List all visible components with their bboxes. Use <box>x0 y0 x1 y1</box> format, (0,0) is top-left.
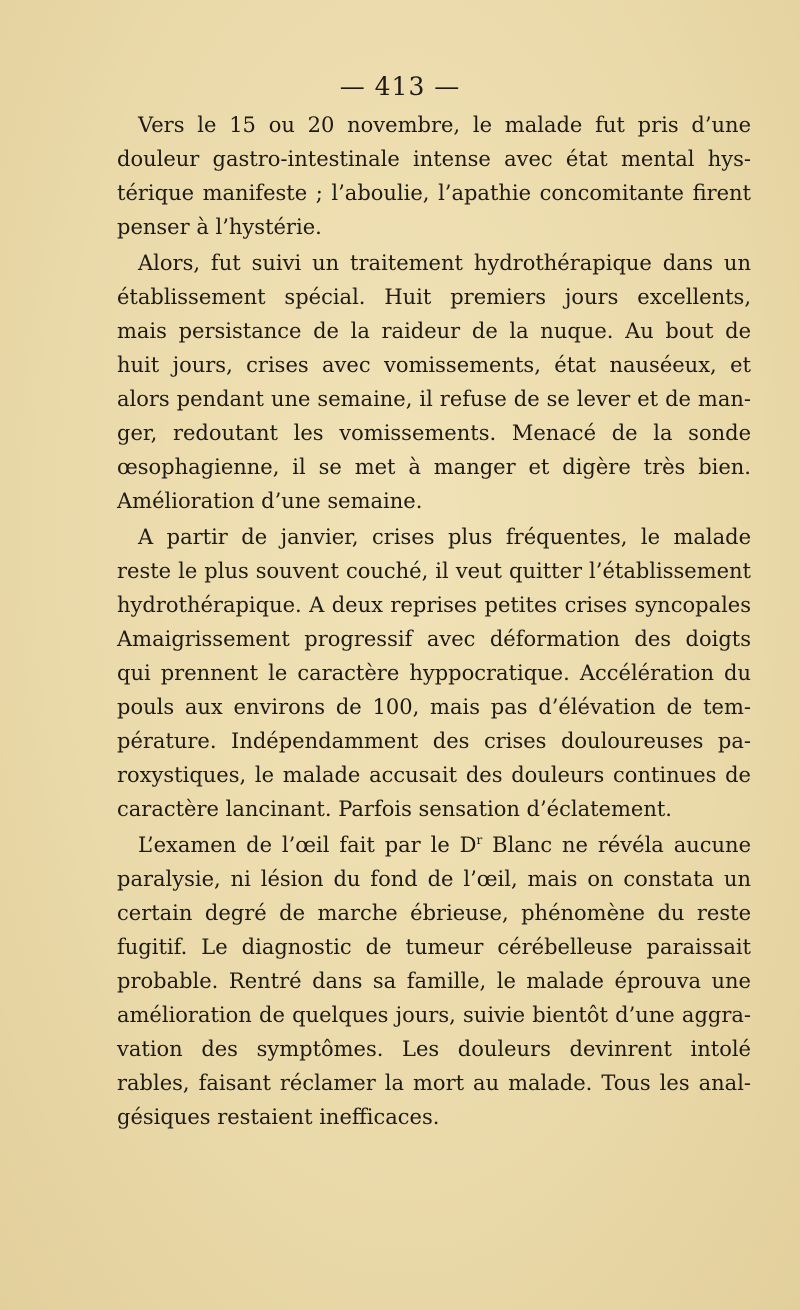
text-line: caractère lancinant. Parfois sensation d’éclatement. <box>117 797 672 821</box>
text-line: Amélioration d’une semaine. <box>117 489 423 513</box>
text-line-with-superscript <box>138 832 751 858</box>
text-line: hydrothérapique. A deux reprises petites crises syncopales <box>117 593 751 617</box>
text-line: huit jours, crises avec vomissements, état nauséeux, et <box>117 353 751 377</box>
text-line: térique manifeste ; l’aboulie, l’apathie concomitante firent <box>117 181 751 205</box>
text-line: vation des symptômes. Les douleurs devinrent intolé <box>117 1037 751 1061</box>
text-line-end: Blanc ne révéla aucune <box>482 833 752 857</box>
text-line: paralysie, ni lésion du fond de l’œil, mais on constata un <box>117 867 751 891</box>
text-line: fugitif. Le diagnostic de tumeur cérébelleuse paraissait <box>117 935 751 959</box>
text-line: amélioration de quelques jours, suivie bientôt d’une aggra- <box>117 1003 751 1027</box>
text-line: rables, faisant réclamer la mort au malade. Tous les anal- <box>117 1071 751 1095</box>
text-line: Vers le 15 ou 20 novembre, le malade fut pris d’une <box>138 113 751 137</box>
text-line: alors pendant une semaine, il refuse de se lever et de man- <box>117 387 751 411</box>
page-number: — 413 — <box>339 72 461 101</box>
text-line: Amaigrissement progressif avec déformation des doigts <box>117 627 751 651</box>
text-line: ger, redoutant les vomissements. Menacé de la sonde <box>117 421 751 445</box>
text-line: qui prennent le caractère hyppocratique. Accélération du <box>117 661 751 685</box>
text-line: Alors, fut suivi un traitement hydrothérapique dans un <box>138 251 751 275</box>
text-line: pouls aux environs de 100, mais pas d’élévation de tem- <box>117 695 751 719</box>
text-line: roxystiques, le malade accusait des douleurs continues de <box>117 763 751 787</box>
text-line: reste le plus souvent couché, il veut quitter l’établissement <box>117 559 751 583</box>
text-line: penser à l’hystérie. <box>117 215 322 239</box>
text-line: gésiques restaient inefficaces. <box>117 1105 440 1129</box>
text-line: certain degré de marche ébrieuse, phénomène du reste <box>117 901 751 925</box>
text-line: probable. Rentré dans sa famille, le malade éprouva une <box>117 969 751 993</box>
text-line: établissement spécial. Huit premiers jours excellents, <box>117 285 751 309</box>
text-line: pérature. Indépendamment des crises douloureuses pa- <box>117 729 751 753</box>
text-line: œsophagienne, il se met à manger et digère très bien. <box>117 455 751 479</box>
text-line: douleur gastro-intestinale intense avec état mental hys- <box>117 147 751 171</box>
text-line-start: L’examen de l’œil fait par le D <box>138 833 477 857</box>
text-line: A partir de janvier, crises plus fréquentes, le malade <box>138 525 751 549</box>
doctor-abbrev-superscript: r <box>476 833 483 847</box>
text-line: mais persistance de la raideur de la nuque. Au bout de <box>117 319 751 343</box>
